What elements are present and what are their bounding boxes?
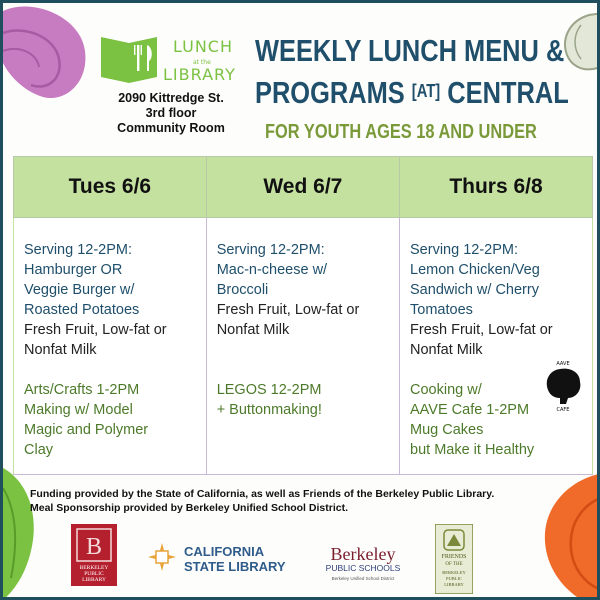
serving-line: Veggie Burger w/ — [24, 282, 135, 298]
svg-text:B: B — [85, 534, 103, 560]
funding-line: Funding provided by the State of California, as well as Friends of the Berkeley Public Library. — [30, 488, 495, 500]
serving-line: Lemon Chicken/Veg — [410, 262, 540, 278]
friends-line: OF THE — [445, 562, 463, 567]
csl-line: STATE LIBRARY — [184, 559, 286, 574]
title-line-2 — [255, 75, 569, 111]
friends-line: FRIENDS — [441, 554, 467, 560]
csl-line: CALIFORNIA — [184, 544, 265, 559]
sides-line: Nonfat Milk — [410, 342, 483, 358]
program-line: LEGOS 12-2PM — [216, 382, 322, 398]
bpl-line: PUBLIC — [84, 571, 104, 577]
program-line: Magic and Polymer — [24, 422, 149, 438]
friends-line: PUBLIC — [445, 576, 463, 581]
funding-line: Meal Sponsorship provided by Berkeley Unified School District. — [30, 502, 348, 514]
day-heading-wed: Wed 6/7 — [206, 157, 399, 218]
bps-name: Berkeley — [330, 544, 396, 564]
program-line: Cooking w/ — [410, 382, 482, 398]
program-line: + Buttonmaking! — [216, 402, 322, 418]
orange-swirl-decoration — [483, 473, 600, 600]
title-central: CENTRAL — [447, 75, 569, 110]
program-line: but Make it Healthy — [410, 442, 535, 458]
aave-logo-bottom-text: CAFE — [556, 407, 570, 412]
serving-line: Serving 12-2PM: — [216, 242, 325, 258]
bpl-line: LIBRARY — [82, 577, 106, 583]
logo-lunch-text: LUNCH — [173, 37, 233, 56]
program-line: Mug Cakes — [410, 422, 484, 438]
title-programs: PROGRAMS — [255, 75, 405, 110]
sides-line: Fresh Fruit, Low-fat or — [410, 322, 553, 338]
bps-small: Berkeley Unified School District — [331, 576, 395, 581]
friends-of-library-logo — [435, 524, 473, 594]
address-line: 2090 Kittredge St. — [118, 91, 224, 105]
serving-line: Serving 12-2PM: — [24, 242, 132, 258]
title-at: [AT] — [411, 81, 441, 102]
berkeley-public-library-logo — [71, 524, 117, 586]
friends-line: BERKELEY — [442, 570, 466, 575]
sides-line: Nonfat Milk — [24, 342, 97, 358]
friends-line: LIBRARY — [444, 582, 464, 587]
logo-library-text: LIBRARY — [163, 65, 236, 84]
day-cell-thurs — [400, 218, 593, 475]
sides-line: Nonfat Milk — [216, 322, 290, 338]
address — [111, 91, 231, 136]
program-line: Arts/Crafts 1-2PM — [24, 382, 140, 398]
bps-sub: PUBLIC SCHOOLS — [325, 563, 401, 573]
serving-line: Broccoli — [216, 282, 269, 298]
california-state-library-logo — [146, 541, 296, 575]
serving-line: Serving 12-2PM: — [410, 242, 519, 258]
bpl-line: BERKELEY — [79, 565, 109, 571]
pink-swirl-decoration — [3, 3, 93, 113]
aave-logo-top-text: AAVE — [556, 361, 570, 367]
berkeley-public-schools-logo — [317, 543, 409, 583]
subtitle: FOR YOUTH AGES 18 AND UNDER — [265, 121, 537, 143]
serving-line: Mac-n-cheese w/ — [216, 262, 328, 278]
sides-line: Fresh Fruit, Low-fat or — [24, 322, 167, 338]
menu-table — [13, 156, 593, 475]
serving-line: Roasted Potatoes — [24, 302, 140, 318]
funding-statement — [30, 487, 494, 515]
program-line: Making w/ Model — [24, 402, 133, 418]
table-header-row — [14, 157, 593, 218]
day-heading-thurs: Thurs 6/8 — [400, 157, 593, 218]
program-line: Clay — [24, 442, 54, 458]
day-cell-wed — [206, 218, 399, 475]
serving-line: Sandwich w/ Cherry — [410, 282, 539, 298]
program-line: AAVE Cafe 1-2PM — [410, 402, 530, 418]
day-heading-tues: Tues 6/6 — [14, 157, 207, 218]
title-line-1: WEEKLY LUNCH MENU & — [255, 33, 565, 68]
sage-leaf-decoration — [559, 11, 600, 75]
logo-at-text: at the — [193, 59, 211, 66]
address-line: 3rd floor — [145, 106, 197, 120]
table-row — [14, 218, 593, 475]
day-cell-tues — [14, 218, 207, 475]
address-line: Community Room — [117, 121, 225, 135]
aave-cafe-logo — [538, 360, 588, 412]
serving-line: Tomatoes — [410, 302, 473, 318]
serving-line: Hamburger OR — [24, 262, 123, 278]
sides-line: Fresh Fruit, Low-fat or — [216, 302, 360, 318]
